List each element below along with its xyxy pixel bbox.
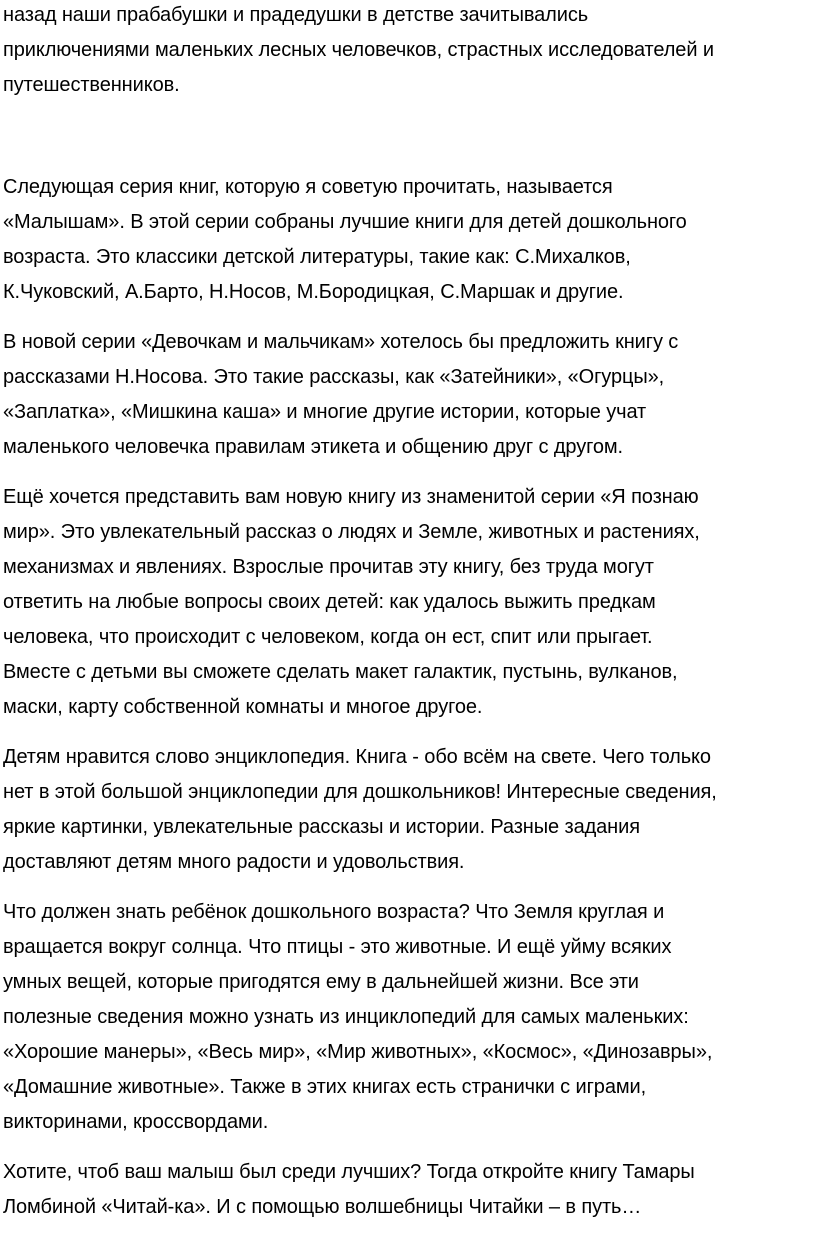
- text-line: человека, что происходит с человеком, когда он ест, спит или прыгает.: [3, 626, 653, 648]
- text-line: Детям нравится слово энциклопедия. Книга - обо всём на свете. Чего только: [3, 746, 711, 768]
- text-line: яркие картинки, увлекательные рассказы и истории. Разные задания: [3, 816, 640, 838]
- text-line: «Хорошие манеры», «Весь мир», «Мир животных», «Космос», «Динозавры»,: [3, 1041, 713, 1063]
- text-line: доставляют детям много радости и удовольствия.: [3, 851, 465, 873]
- text-line: Ещё хочется представить вам новую книгу из знаменитой серии «Я познаю: [3, 486, 699, 508]
- text-line: нет в этой большой энциклопедии для дошкольников! Интересные сведения,: [3, 781, 717, 803]
- text-line: «Малышам». В этой серии собраны лучшие книги для детей дошкольного: [3, 211, 687, 233]
- text-line: умных вещей, которые пригодятся ему в дальнейшей жизни. Все эти: [3, 971, 639, 993]
- text-line: В новой серии «Девочкам и мальчикам» хотелось бы предложить книгу с: [3, 331, 679, 353]
- text-line: К.Чуковский, А.Барто, Н.Носов, М.Бородицкая, С.Маршак и другие.: [3, 281, 624, 303]
- text-line: Вместе с детьми вы сможете сделать макет галактик, пустынь, вулканов,: [3, 661, 678, 683]
- text-line: назад наши прабабушки и прадедушки в детстве зачитывались: [3, 4, 589, 26]
- text-line: ответить на любые вопросы своих детей: как удалось выжить предкам: [3, 591, 656, 613]
- text-line: приключениями маленьких лесных человечков, страстных исследователей и: [3, 39, 714, 61]
- text-line: Что должен знать ребёнок дошкольного возраста? Что Земля круглая и: [3, 901, 665, 923]
- text-line: Хотите, чтоб ваш малыш был среди лучших? Тогда откройте книгу Тамары: [3, 1161, 695, 1183]
- text-line: маски, карту собственной комнаты и многое другое.: [3, 696, 483, 718]
- text-line: рассказами Н.Носова. Это такие рассказы, как «Затейники», «Огурцы»,: [3, 366, 665, 388]
- text-line: механизмах и явлениях. Взрослые прочитав эту книгу, без труда могут: [3, 556, 654, 578]
- text-line: мир». Это увлекательный рассказ о людях и Земле, животных и растениях,: [3, 521, 700, 543]
- text-line: викторинами, кроссвордами.: [3, 1111, 269, 1133]
- text-line: маленького человечка правилам этикета и общению друг с другом.: [3, 436, 623, 458]
- text-line: «Заплатка», «Мишкина каша» и многие другие истории, которые учат: [3, 401, 647, 423]
- text-line: вращается вокруг солнца. Что птицы - это животные. И ещё уйму всяких: [3, 936, 672, 958]
- text-line: путешественников.: [3, 74, 180, 96]
- text-line: полезные сведения можно узнать из инциклопедий для самых маленьких:: [3, 1006, 689, 1028]
- text-line: Следующая серия книг, которую я советую прочитать, называется: [3, 176, 613, 198]
- text-line: Ломбиной «Читай-ка». И с помощью волшебницы Читайки – в путь…: [3, 1196, 642, 1218]
- text-line: возраста. Это классики детской литературы, такие как: С.Михалков,: [3, 246, 631, 268]
- text-line: «Домашние животные». Также в этих книгах есть странички с играми,: [3, 1076, 647, 1098]
